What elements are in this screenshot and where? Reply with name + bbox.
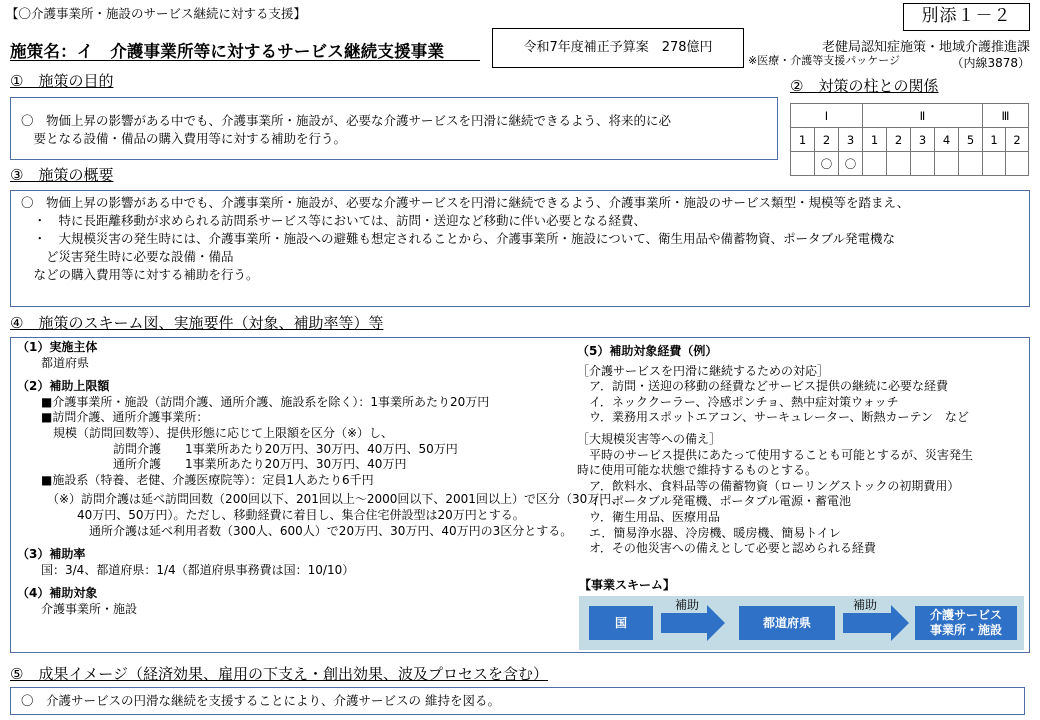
overview-line: ど災害発生時に必要な設備・備品 bbox=[21, 249, 234, 264]
requirement-heading: （1）実施主体 bbox=[17, 340, 98, 354]
requirement-line: 訪問介護 1事業所あたり20万円、30万円、40万円、50万円 bbox=[17, 441, 458, 456]
pillar-mark bbox=[887, 152, 911, 176]
flow-arrow-2 bbox=[843, 613, 893, 633]
requirement-line: ウ．業務用スポットエアコン、サーキュレーター、断熱カーテン など bbox=[577, 410, 969, 425]
section4-box bbox=[10, 337, 1030, 653]
requirement-line: 時に使用可能な状態で維持するものとする。 bbox=[577, 463, 818, 478]
budget-box: 令和7年度補正予算案 278億円 bbox=[492, 28, 744, 68]
pillar-group-1: Ⅰ bbox=[791, 104, 863, 128]
pillar-mark bbox=[911, 152, 935, 176]
requirement-line: ［介護サービスを円滑に継続するための対応］ bbox=[577, 363, 830, 378]
requirement-line: ■訪問介護、通所介護事業所： bbox=[17, 410, 209, 425]
requirement-heading: （3）補助率 bbox=[17, 547, 86, 562]
package-note: ※医療・介護等支援パッケージ bbox=[748, 54, 900, 67]
pillar-number: 5 bbox=[959, 128, 983, 152]
requirement-line: 国：3/4、都道府県：1/4（都道府県事務費は国：10/10） bbox=[17, 562, 355, 577]
section3-heading: ③ 施策の概要 bbox=[10, 166, 114, 184]
pillar-mark-row bbox=[791, 152, 1029, 176]
flow-arrow-label: 補助 bbox=[853, 598, 878, 612]
requirement-line: イ．ネッククーラー、冷感ポンチョ、熱中症対策ウォッチ bbox=[577, 394, 899, 409]
requirement-heading: （5）補助対象経費（例） bbox=[577, 344, 718, 358]
requirement-line: 通所介護 1事業所あたり20万円、30万円、40万円 bbox=[17, 457, 407, 472]
pillar-group-row bbox=[791, 104, 1029, 128]
section1-line2: 要となる設備・備品の購入費用等に対する補助を行う。 bbox=[21, 131, 347, 146]
policy-title: 施策名：イ 介護事業所等に対するサービス継続支援事業 bbox=[10, 42, 445, 61]
pillar-number: 3 bbox=[911, 128, 935, 152]
pillar-number: 1 bbox=[791, 128, 815, 152]
flow-box-prefecture: 都道府県 bbox=[739, 606, 835, 640]
pillar-mark: 〇 bbox=[815, 152, 839, 176]
attachment-number-box: 別添１－２ bbox=[903, 3, 1030, 31]
requirement-heading: （4）補助対象 bbox=[17, 586, 98, 601]
scheme-label: 【事業スキーム】 bbox=[579, 578, 676, 592]
pillar-number: 2 bbox=[887, 128, 911, 152]
pillar-number: 3 bbox=[839, 128, 863, 152]
pillar-relation-table bbox=[790, 103, 1029, 176]
section2-heading: ② 対策の柱との関係 bbox=[790, 77, 939, 95]
flow-box-care-facility bbox=[915, 606, 1017, 640]
title-underline bbox=[10, 60, 480, 61]
section5-box bbox=[10, 687, 1025, 715]
pillar-mark: 〇 bbox=[839, 152, 863, 176]
flow-arrow-1 bbox=[661, 613, 709, 633]
care-facility-line1: 介護サービス bbox=[929, 608, 1002, 622]
overview-line: ・ 大規模災害の発生時には、介護事業所・施設への避難も想定されることから、介護事業所・施設について、衛生用品や備蓄物資、ポータブル発電機な bbox=[21, 231, 896, 246]
requirement-line: 40万円、50万円）。ただし、移動経費に着目し、集合住宅併設型は20万円とする。 bbox=[17, 507, 525, 522]
section3-box bbox=[10, 190, 1030, 307]
department-name: 老健局認知症施策・地域介護推進課 bbox=[821, 40, 1030, 55]
requirement-line: ウ．衛生用品、医療用品 bbox=[577, 509, 721, 524]
requirement-heading: （2）補助上限額 bbox=[17, 379, 110, 394]
requirement-line: エ．簡易浄水器、冷房機、暖房機、簡易トイレ bbox=[577, 525, 841, 540]
section1-heading: ① 施策の目的 bbox=[10, 72, 114, 90]
pillar-number-row bbox=[791, 128, 1029, 152]
requirement-line: イ．ポータブル発電機、ポータブル電源・蓄電池 bbox=[577, 494, 851, 509]
requirement-line: 規模（訪問回数等）、提供形態に応じて上限額を区分（※）し、 bbox=[17, 425, 394, 440]
pillar-mark bbox=[1006, 152, 1029, 176]
requirement-line: ■介護事業所・施設（訪問介護、通所介護、施設系を除く）：1事業所あたり20万円 bbox=[17, 394, 490, 409]
requirements-column bbox=[17, 340, 623, 618]
section1-box bbox=[10, 97, 778, 160]
outcome-text: 〇 介護サービスの円滑な継続を支援することにより、介護サービスの 維持を図る。 bbox=[21, 693, 500, 708]
care-facility-line2: 事業所・施設 bbox=[929, 623, 1002, 637]
pillar-mark bbox=[791, 152, 815, 176]
requirement-line: 介護事業所・施設 bbox=[17, 601, 138, 616]
pillar-mark bbox=[863, 152, 887, 176]
requirement-line: ■施設系（特養、老健、介護医療院等）：定員1人あたり6千円 bbox=[17, 472, 374, 487]
requirement-line: オ．その他災害への備えとして必要と認められる経費 bbox=[577, 541, 876, 556]
document-category-label: 【〇介護事業所・施設のサービス継続に対する支援】 bbox=[6, 6, 307, 21]
flow-arrowhead-1 bbox=[707, 605, 725, 641]
pillar-number: 1 bbox=[983, 128, 1006, 152]
requirement-line: （※）訪問介護は延べ訪問回数（200回以下、201回以上～2000回以下、2001回以上）で区分（30万円、 bbox=[17, 492, 624, 507]
pillar-number: 4 bbox=[935, 128, 959, 152]
pillar-group-2: Ⅱ bbox=[863, 104, 983, 128]
pillar-mark bbox=[983, 152, 1006, 176]
requirement-line: 通所介護は延べ利用者数（300人、600人）で20万円、30万円、40万円の3区分とする。 bbox=[17, 523, 573, 538]
flow-arrow-label: 補助 bbox=[675, 598, 700, 612]
section4-heading: ④ 施策のスキーム図、実施要件（対象、補助率等）等 bbox=[10, 314, 384, 332]
scheme-diagram bbox=[579, 596, 1024, 650]
pillar-group-3: Ⅲ bbox=[983, 104, 1029, 128]
requirement-line: ア．訪問・送迎の移動の経費などサービス提供の継続に必要な経費 bbox=[577, 379, 949, 394]
requirement-line: 平時のサービス提供にあたって使用することも可能とするが、災害発生 bbox=[577, 447, 974, 462]
requirement-line: ア．飲料水、食料品等の備蓄物資（ローリングストックの初期費用） bbox=[577, 478, 960, 493]
overview-line: などの購入費用等に対する補助を行う。 bbox=[21, 267, 259, 282]
flow-arrowhead-2 bbox=[891, 605, 909, 641]
pillar-mark bbox=[935, 152, 959, 176]
section1-line1: 〇 物価上昇の影響がある中でも、介護事業所・施設が、必要な介護サービスを円滑に継続できるよう、将来的に必 bbox=[21, 113, 672, 128]
section5-heading: ⑤ 成果イメージ（経済効果、雇用の下支え・創出効果、波及プロセスを含む） bbox=[10, 665, 549, 683]
eligible-expenses-column bbox=[577, 344, 973, 557]
pillar-mark bbox=[959, 152, 983, 176]
pillar-number: 2 bbox=[815, 128, 839, 152]
requirement-line: 都道府県 bbox=[17, 355, 90, 370]
pillar-number: 2 bbox=[1006, 128, 1029, 152]
pillar-number: 1 bbox=[863, 128, 887, 152]
overview-line: ・ 特に長距離移動が求められる訪問系サービス等においては、訪問・送迎など移動に伴い必要となる経費、 bbox=[21, 213, 647, 228]
flow-box-national: 国 bbox=[589, 606, 653, 640]
requirement-line: ［大規模災害等への備え］ bbox=[577, 431, 722, 446]
overview-line: 〇 物価上昇の影響がある中でも、介護事業所・施設が、必要な介護サービスを円滑に継続できるよう、介護事業所・施設のサービス類型・規模等を踏まえ、 bbox=[21, 195, 910, 210]
extension-number: （内線3878） bbox=[951, 56, 1030, 70]
